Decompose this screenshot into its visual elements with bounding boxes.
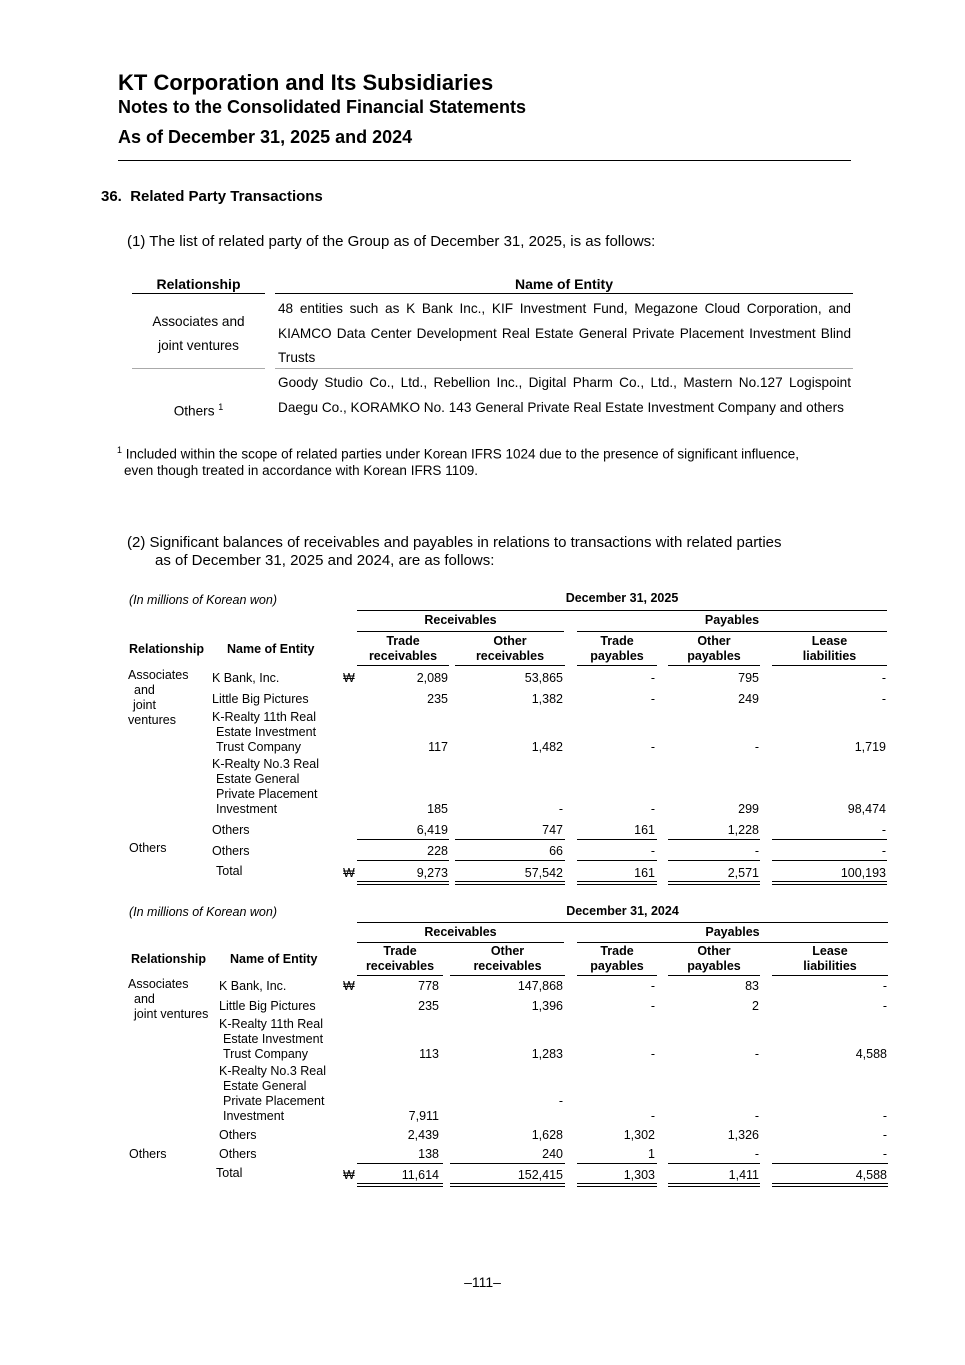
t2025-sub-rule xyxy=(455,839,565,840)
cell-value: 778 xyxy=(418,979,439,993)
cell-value: 66 xyxy=(549,844,563,858)
t1-rel-others: Others xyxy=(173,403,215,419)
footnote-line2: even though treated in accordance with Korean IFRS 1109. xyxy=(124,463,478,478)
cell-value: 185 xyxy=(427,802,448,816)
cell-value: 1,482 xyxy=(531,740,563,754)
cell-value: 161 xyxy=(634,823,655,837)
t2024-rec-rule xyxy=(357,942,564,943)
t1-footnote xyxy=(117,442,857,480)
cell-value: 235 xyxy=(418,999,439,1013)
total-row: Total xyxy=(216,864,243,878)
cell-value: - xyxy=(882,1109,887,1123)
cell-value: - xyxy=(882,1147,887,1161)
header-rule xyxy=(118,160,851,161)
t2024-double-rule xyxy=(668,1183,760,1187)
cell-value: 152,415 xyxy=(517,1168,563,1182)
cell-value: 4,588 xyxy=(855,1168,887,1182)
unit-note-2025: (In millions of Korean won) xyxy=(129,593,277,607)
cell-value: - xyxy=(754,1109,759,1123)
cell-value: 1,628 xyxy=(531,1128,563,1142)
t1-row-rule-left xyxy=(132,368,265,369)
cell-value: 1,396 xyxy=(531,999,563,1013)
table-row: K-Realty No.3 Real Estate General Private Placement Investment xyxy=(212,757,319,816)
cell-value: - xyxy=(558,1094,563,1108)
cell-value: 138 xyxy=(418,1147,439,1161)
t2024-col-other-pay: Other payables xyxy=(687,944,741,973)
t2025-h-rule-2 xyxy=(455,665,565,666)
section-number: 36. xyxy=(101,188,122,205)
cell-value: 2,089 xyxy=(416,671,448,685)
cell-value: 2 xyxy=(752,999,759,1013)
t2025-sub-rule xyxy=(577,839,657,840)
table-row: Others xyxy=(219,1147,257,1161)
cell-value: - xyxy=(650,692,655,706)
currency-symbol: ₩ xyxy=(343,979,355,993)
cell-value: 2,439 xyxy=(407,1128,439,1142)
t2024-col-other-rec: Other receivables xyxy=(473,944,542,973)
cell-value: 1,302 xyxy=(623,1128,655,1142)
cell-value: - xyxy=(650,1109,655,1123)
cell-value: 4,588 xyxy=(855,1047,887,1061)
t2025-rec-rule xyxy=(357,631,564,632)
t2025-double-rule xyxy=(455,881,565,885)
t2025-col-other-pay: Other payables xyxy=(687,634,741,663)
t2025-date-rule xyxy=(357,610,887,611)
t2025-payables-head: Payables xyxy=(704,613,760,627)
total-row: Total xyxy=(216,1166,243,1180)
t2025-col-entity: Name of Entity xyxy=(227,642,315,656)
t2024-payables-head: Payables xyxy=(705,925,760,939)
t2024-double-rule xyxy=(772,1183,888,1187)
footnote-line1: Included within the scope of related parties under Korean IFRS 1024 due to the presence of significant influence, xyxy=(125,446,799,462)
cell-value: 53,865 xyxy=(524,671,563,685)
part2-intro-line1: (2) Significant balances of receivables and payables in relations to transactions with related parties xyxy=(127,534,782,551)
t2025-sub-rule xyxy=(668,839,760,840)
t2024-total-rule xyxy=(577,1163,657,1164)
t2024-receivables-head: Receivables xyxy=(424,925,497,939)
t2025-receivables-head: Receivables xyxy=(424,613,497,627)
t2024-col-relationship: Relationship xyxy=(131,952,207,966)
t2024-date-rule xyxy=(357,922,888,923)
cell-value: - xyxy=(882,999,887,1013)
cell-value: 161 xyxy=(634,866,655,880)
t1-relationship-associates xyxy=(132,310,265,358)
t2025-rel-others: Others xyxy=(129,841,167,855)
t2025-col-other-rec: Other receivables xyxy=(475,634,545,663)
t2024-col-lease: Lease liabilities xyxy=(803,944,857,973)
t2025-col-relationship: Relationship xyxy=(129,642,205,656)
currency-symbol: ₩ xyxy=(343,671,355,685)
t2024-rel-others: Others xyxy=(129,1147,167,1161)
t2024-col-trade-pay: Trade payables xyxy=(590,944,644,973)
cell-value: 747 xyxy=(542,823,563,837)
cell-value: - xyxy=(558,802,563,816)
cell-value: 57,542 xyxy=(524,866,563,880)
t2025-h-rule-3 xyxy=(577,665,657,666)
cell-value: - xyxy=(650,979,655,993)
t2024-double-rule xyxy=(357,1183,443,1187)
cell-value: - xyxy=(882,1128,887,1142)
document-subtitle: Notes to the Consolidated Financial Statements xyxy=(118,97,527,117)
cell-value: 1,382 xyxy=(531,692,563,706)
cell-value: 147,868 xyxy=(517,979,563,993)
table-row: Little Big Pictures xyxy=(212,692,309,706)
cell-value: - xyxy=(754,740,759,754)
cell-value: 100,193 xyxy=(840,866,886,880)
t2024-h-rule-4 xyxy=(668,975,760,976)
section-title: Related Party Transactions xyxy=(130,188,323,205)
cell-value: - xyxy=(882,979,887,993)
t2024-total-rule xyxy=(450,1163,565,1164)
t2024-h-rule-3 xyxy=(577,975,657,976)
cell-value: - xyxy=(881,823,886,837)
unit-note-2024: (In millions of Korean won) xyxy=(129,905,277,919)
cell-value: 299 xyxy=(738,802,759,816)
cell-value: 83 xyxy=(745,979,759,993)
table-row: K Bank, Inc. xyxy=(219,979,287,993)
part1-intro: (1) The list of related party of the Group as of December 31, 2025, is as follows: xyxy=(127,233,656,250)
currency-symbol: ₩ xyxy=(343,866,355,880)
cell-value: 240 xyxy=(542,1147,563,1161)
t2024-pay-rule xyxy=(577,942,888,943)
cell-value: - xyxy=(881,844,886,858)
t2024-col-entity: Name of Entity xyxy=(230,952,318,966)
cell-value: 1,228 xyxy=(727,823,759,837)
t1-head-rule-left xyxy=(132,293,265,294)
table-row: K-Realty 11th Real Estate Investment Trust Company xyxy=(212,710,317,754)
cell-value: - xyxy=(881,671,886,685)
t1-col-relationship: Relationship xyxy=(156,276,241,292)
table-row: Others xyxy=(212,844,250,858)
cell-value: - xyxy=(650,740,655,754)
t2024-date: December 31, 2024 xyxy=(566,904,679,918)
t2024-col-trade-rec: Trade receivables xyxy=(365,944,435,973)
t2024-double-rule xyxy=(450,1183,565,1187)
cell-value: 1,303 xyxy=(623,1168,655,1182)
table-row: Little Big Pictures xyxy=(219,999,316,1013)
cell-value: 1,283 xyxy=(531,1047,563,1061)
page-number: –111– xyxy=(464,1274,501,1290)
t1-row-rule-right xyxy=(275,368,853,369)
t2025-h-rule-4 xyxy=(668,665,760,666)
cell-value: - xyxy=(754,1047,759,1061)
cell-value: 1,719 xyxy=(854,740,886,754)
cell-value: - xyxy=(754,1147,759,1161)
t2024-rel-associates: Associates and joint ventures xyxy=(128,977,209,1021)
table-row: K Bank, Inc. xyxy=(212,671,280,685)
cell-value: - xyxy=(650,999,655,1013)
cell-value: - xyxy=(650,844,655,858)
part2-intro xyxy=(127,534,782,570)
cell-value: 113 xyxy=(419,1047,439,1061)
t2025-rel-associates: Associates and joint ventures xyxy=(128,668,189,727)
t1-relationship-others xyxy=(132,395,265,424)
t1-col-entity: Name of Entity xyxy=(514,276,613,292)
currency-symbol: ₩ xyxy=(343,1168,355,1182)
table-row: Others xyxy=(212,823,250,837)
t2025-date: December 31, 2025 xyxy=(565,591,679,605)
t1-rel-others-sup: 1 xyxy=(218,402,224,412)
cell-value: - xyxy=(881,692,886,706)
section-heading xyxy=(101,188,323,205)
table-row: Others xyxy=(219,1128,257,1142)
cell-value: 9,273 xyxy=(416,866,448,880)
t2024-h-rule-1 xyxy=(357,975,443,976)
cell-value: 249 xyxy=(738,692,759,706)
t2025-col-trade-pay: Trade payables xyxy=(590,634,644,663)
t2025-double-rule xyxy=(577,881,657,885)
t2025-double-rule xyxy=(772,881,887,885)
t1-rel-line1: Associates and xyxy=(152,314,245,329)
t2025-double-rule xyxy=(357,881,449,885)
cell-value: 235 xyxy=(427,692,448,706)
t2025-double-rule xyxy=(668,881,760,885)
t2025-h-rule-1 xyxy=(357,665,449,666)
t2025-pay-rule xyxy=(577,631,887,632)
cell-value: - xyxy=(650,671,655,685)
cell-value: 117 xyxy=(428,740,448,754)
t2025-sub-rule xyxy=(357,839,449,840)
t2024-total-rule xyxy=(357,1163,443,1164)
t1-entity-others: Goody Studio Co., Ltd., Rebellion Inc., Digital Pharm Co., Ltd., Mastern No.127 Logispoint Daegu Co., KORAMKO No. 143 General Private Real Estate Investment Company and others xyxy=(278,375,851,415)
cell-value: 7,911 xyxy=(408,1109,439,1123)
t2024-total-rule xyxy=(772,1163,888,1164)
t2024-total-rule xyxy=(668,1163,760,1164)
table-row: K-Realty No.3 Real Estate General Private Placement Investment xyxy=(219,1064,326,1123)
t2025-col-trade-rec: Trade receivables xyxy=(368,634,438,663)
t2024-double-rule xyxy=(577,1183,657,1187)
part2-intro-line2: as of December 31, 2025 and 2024, are as follows: xyxy=(155,552,495,569)
t1-rel-line2: joint ventures xyxy=(158,338,239,353)
t2024-h-rule-2 xyxy=(450,975,565,976)
cell-value: 11,614 xyxy=(401,1168,439,1182)
footnote-mark: 1 xyxy=(117,445,123,455)
company-title: KT Corporation and Its Subsidiaries xyxy=(118,70,494,95)
t1-entity-associates: 48 entities such as K Bank Inc., KIF Investment Fund, Megazone Cloud Corporation, and KIAMCO Data Center Development Real Estate General Private Placement Investment Blind Trusts xyxy=(278,301,851,365)
cell-value: 228 xyxy=(427,844,448,858)
table-row: K-Realty 11th Real Estate Investment Trust Company xyxy=(219,1017,324,1061)
t2025-total-rule xyxy=(357,860,449,861)
t2025-h-rule-5 xyxy=(772,665,887,666)
cell-value: 1,411 xyxy=(728,1168,759,1182)
t2025-total-rule xyxy=(772,860,887,861)
cell-value: 6,419 xyxy=(416,823,448,837)
t1-head-rule-right xyxy=(275,293,853,294)
cell-value: - xyxy=(650,1047,655,1061)
cell-value: 2,571 xyxy=(727,866,759,880)
t2025-total-rule xyxy=(455,860,565,861)
period-heading: As of December 31, 2025 and 2024 xyxy=(118,127,413,147)
t2025-col-lease: Lease liabilities xyxy=(802,634,857,663)
t2025-total-rule xyxy=(577,860,657,861)
cell-value: - xyxy=(754,844,759,858)
cell-value: 795 xyxy=(738,671,759,685)
t2025-total-rule xyxy=(668,860,760,861)
cell-value: 1 xyxy=(648,1147,655,1161)
cell-value: - xyxy=(650,802,655,816)
t2024-h-rule-5 xyxy=(772,975,888,976)
cell-value: 1,326 xyxy=(727,1128,759,1142)
t2025-sub-rule xyxy=(772,839,887,840)
cell-value: 98,474 xyxy=(847,802,886,816)
